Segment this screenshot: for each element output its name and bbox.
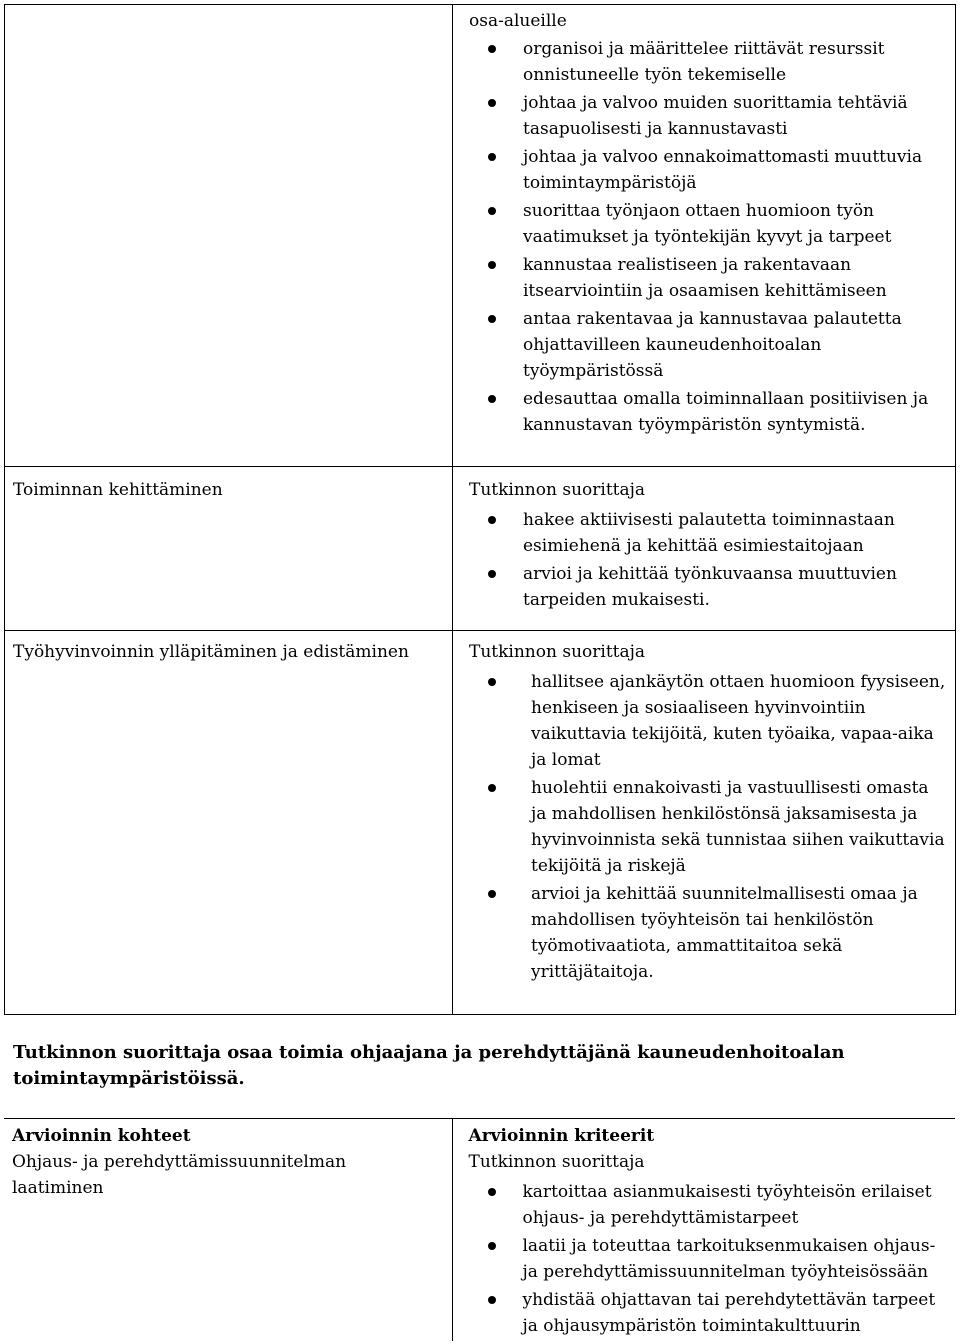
bullet-icon [488, 516, 496, 524]
bullet-icon [488, 1242, 496, 1250]
bullet-icon [488, 395, 496, 403]
criteria-list [461, 669, 949, 985]
criteria-table-bottom [4, 1118, 955, 1341]
list-item: suorittaa työnjaon ottaen huomioon työn vaatimukset ja työntekijän kyvyt ja tarpeet [461, 198, 949, 250]
bullet-icon [488, 99, 496, 107]
bullet-icon [488, 207, 496, 215]
table-cell-right [453, 631, 956, 1015]
bullet-icon [488, 1188, 496, 1196]
bullet-icon [488, 153, 496, 161]
list-item: huolehtii ennakoivasti ja vastuullisesti omasta ja mahdollisen henkilöstönsä jaksamisesta ja hyvinvoinnista sekä tunnistaa siihen vaikuttavia tekijöitä ja riskejä [461, 775, 949, 879]
cell-lead-text: Tutkinnon suorittaja [468, 1152, 645, 1172]
list-item: kannustaa realistiseen ja rakentavaan itsearviointiin ja osaamisen kehittämiseen [461, 252, 949, 304]
list-item: johtaa ja valvoo muiden suorittamia tehtäviä tasapuolisesti ja kannustavasti [461, 90, 949, 142]
table-cell-right [453, 467, 956, 631]
criteria-list [461, 1179, 950, 1339]
column-header-targets: Arvioinnin kohteet [12, 1126, 191, 1146]
bullet-icon [488, 570, 496, 578]
bullet-icon [488, 1296, 496, 1304]
cell-left-text [5, 5, 452, 11]
cell-lead-text: osa-alueille [469, 11, 567, 31]
bullet-icon [488, 890, 496, 898]
cell-lead-text: Tutkinnon suorittaja [469, 480, 646, 500]
table-cell-left [4, 1119, 452, 1342]
section-heading: Tutkinnon suorittaja osaa toimia ohjaajana ja perehdyttäjänä kauneudenhoitoalan toimintaympäristöissä. [13, 1042, 845, 1089]
list-item: johtaa ja valvoo ennakoimattomasti muuttuvia toimintaympäristöjä [461, 144, 949, 196]
column-header-criteria: Arvioinnin kriteerit [468, 1126, 655, 1146]
bullet-icon [488, 678, 496, 686]
criteria-list [461, 507, 949, 613]
bullet-icon [488, 45, 496, 53]
list-item: edesauttaa omalla toiminnallaan positiivisen ja kannustavan työympäristön syntymistä. [461, 386, 949, 438]
table-cell-right [452, 1119, 955, 1342]
table-row [5, 5, 956, 467]
table-cell-left [5, 5, 453, 467]
table-cell-left [5, 631, 453, 1015]
list-item: arvioi ja kehittää suunnitelmallisesti omaa ja mahdollisen työyhteisön tai henkilöstön työmotivaatiota, ammattitaitoa sekä yrittäjätaitoja. [461, 881, 949, 985]
list-item: yhdistää ohjattavan tai perehdytettävän tarpeet ja ohjausympäristön toimintakulttuurin [461, 1287, 950, 1339]
table-row [5, 467, 956, 631]
list-item: arvioi ja kehittää työnkuvaansa muuttuvien tarpeiden mukaisesti. [461, 561, 949, 613]
list-item: laatii ja toteuttaa tarkoituksenmukaisen ohjaus- ja perehdyttämissuunnitelman työyhteisössään [461, 1233, 950, 1285]
cell-left-text: Ohjaus- ja perehdyttämissuunnitelman laatiminen [12, 1152, 347, 1198]
list-item: hallitsee ajankäytön ottaen huomioon fyysiseen, henkiseen ja sosiaaliseen hyvinvointiin vaikuttavia tekijöitä, kuten työaika, vapaa-aika ja lomat [461, 669, 949, 773]
table-cell-left [5, 467, 453, 631]
cell-lead-text: Tutkinnon suorittaja [469, 642, 646, 662]
bullet-icon [488, 261, 496, 269]
table-row [5, 631, 956, 1015]
bullet-icon [488, 315, 496, 323]
criteria-table-top [4, 4, 956, 1015]
cell-left-text: Toiminnan kehittäminen [13, 480, 223, 500]
table-cell-right [453, 5, 956, 467]
bullet-icon [488, 784, 496, 792]
list-item: kartoittaa asianmukaisesti työyhteisön erilaiset ohjaus- ja perehdyttämistarpeet [461, 1179, 950, 1231]
list-item: antaa rakentavaa ja kannustavaa palautetta ohjattavilleen kauneudenhoitoalan työympäristössä [461, 306, 949, 384]
list-item: organisoi ja määrittelee riittävät resurssit onnistuneelle työn tekemiselle [461, 36, 949, 88]
criteria-list [461, 36, 949, 438]
cell-left-text: Työhyvinvoinnin ylläpitäminen ja edistäminen [13, 642, 409, 662]
table-row [4, 1119, 955, 1342]
list-item: hakee aktiivisesti palautetta toiminnastaan esimiehenä ja kehittää esimiestaitojaan [461, 507, 949, 559]
